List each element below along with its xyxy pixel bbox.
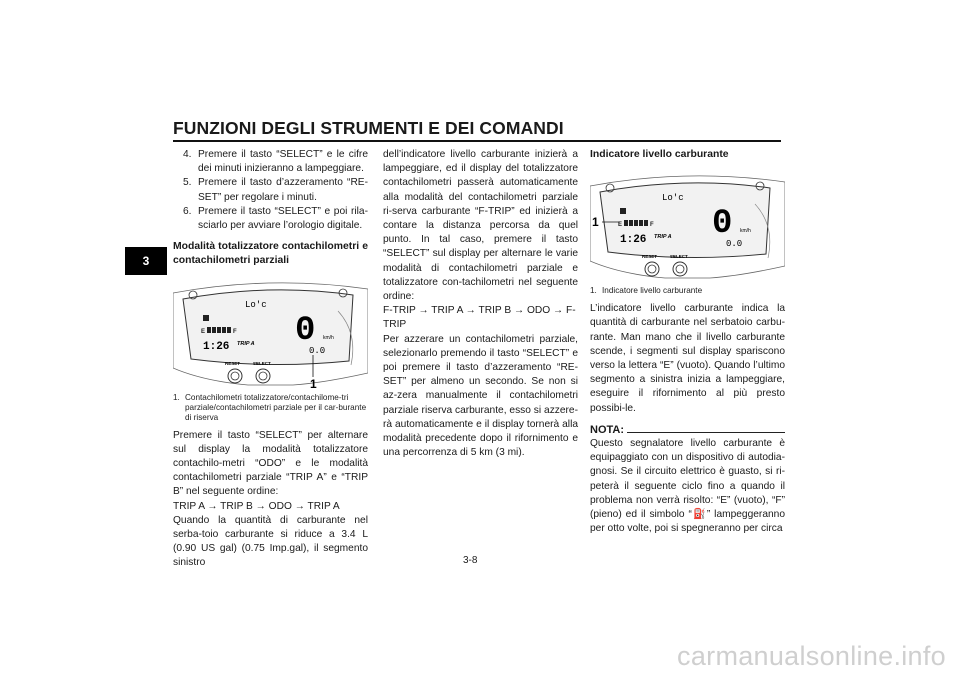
svg-text:km/h: km/h: [740, 228, 751, 235]
column-right: [590, 148, 785, 536]
svg-text:Lo'c: Lo'c: [662, 193, 684, 204]
note-text: Questo segnalatore livello carburante è equipaggiato con un dispositivo di autodia-gnosi. Se il circuito elettrico è guasto, si ri-peterà il seguente ciclo fino a quando il problema non verrà risolto: “E” (vuoto), “F” (pieno) ed il simbolo “⛽” lampeggeranno per otto volte, poi si spegneranno per circa: [590, 438, 785, 535]
column-left: [173, 148, 368, 571]
figure-caption: 1. Contachilometri totalizzatore/contachilome-tri parziale/contachilometri parziale per il car-burante di riserva: [173, 392, 367, 422]
svg-text:0.0: 0.0: [309, 345, 326, 356]
section-heading: Modalità totalizzatore contachilometri e contachilometri parziali: [173, 241, 368, 267]
figure-caption: 1. Indicatore livello carburante: [590, 286, 703, 296]
svg-text:E: E: [618, 222, 623, 229]
svg-text:km/h: km/h: [323, 334, 334, 341]
note-rule: [627, 432, 785, 433]
order-sequence: F-TRIP → TRIP A → TRIP B → ODO → F-TRIP: [383, 305, 576, 331]
figure-callout: 1: [310, 376, 317, 391]
svg-text:1:26: 1:26: [620, 234, 647, 247]
svg-text:Lo'c: Lo'c: [245, 299, 267, 310]
svg-text:TRIP A: TRIP A: [654, 234, 672, 241]
svg-text:SELECT: SELECT: [253, 360, 271, 366]
title-rule: [173, 140, 781, 142]
order-sequence: TRIP A → TRIP B → ODO → TRIP A: [173, 500, 340, 512]
svg-text:0: 0: [712, 205, 733, 244]
svg-text:E: E: [201, 328, 206, 335]
svg-text:F: F: [650, 222, 654, 229]
page-title: FUNZIONI DEGLI STRUMENTI E DEI COMANDI: [173, 118, 564, 138]
step-item: 6. Premere il tasto “SELECT” e poi rila-sciarlo per avviare l’orologio digitale.: [183, 205, 368, 232]
body-text: dell’indicatore livello carburante inizierà a lampeggiare, ed il display del totalizzatore contachilometri passerà automaticamente alla modalità del contachilometri parziale ri-serva carburante “F-TRIP” ed inizierà a contare la distanza percorsa da quel punto. In tal caso, premere il tasto “SELECT” sul display per alternare le varie modalità di contachilometri parziale e totalizzatore con-tachilometri nel seguente ordine:: [383, 149, 578, 303]
body-text: Quando la quantità di carburante nel serba-toio carburante si riduce a 3.4 L (0.90 US gal) (0.75 Imp.gal), il segmento sinistro: [173, 514, 368, 569]
svg-text:RESET: RESET: [225, 360, 241, 366]
svg-text:0.0: 0.0: [726, 239, 743, 250]
column-middle: [383, 148, 578, 460]
dashboard-illustration: [173, 273, 368, 391]
section-heading: Indicatore livello carburante: [590, 149, 729, 160]
svg-text:1:26: 1:26: [203, 340, 230, 353]
svg-text:TRIP A: TRIP A: [237, 340, 255, 347]
svg-text:F: F: [233, 328, 237, 335]
svg-text:SELECT: SELECT: [670, 254, 688, 260]
step-item: 4. Premere il tasto “SELECT” e le cifre dei minuti inizieranno a lampeggiare.: [183, 149, 368, 175]
body-text: Premere il tasto “SELECT” per alternare sul display la modalità totalizzatore contachilo-metri “ODO” e le modalità contachilometri parziale “TRIP A” e “TRIP B” nel seguente ordine:: [173, 429, 368, 498]
fuel-gauge-illustration: [590, 166, 785, 284]
watermark: carmanualsonline.info: [677, 641, 946, 671]
svg-text:RESET: RESET: [642, 254, 658, 260]
step-item: 5. Premere il tasto d’azzeramento “RE-SET” per regolare i minuti.: [183, 177, 368, 203]
svg-text:0: 0: [295, 311, 316, 350]
body-text: Per azzerare un contachilometri parziale, selezionarlo premendo il tasto “SELECT” e poi premere il tasto d’azzeramento “RE-SET” per almeno un secondo. Se non si az-zera manualmente il contachilometri parziale riserva carburante, esso si azzere-rà automaticamente e il display tornerà alla modalità precedente dopo il rifornimento e una percorrenza di 5 km (3 mi).: [383, 333, 578, 459]
note-heading: NOTA:: [590, 423, 785, 437]
figure-callout: 1: [592, 215, 599, 230]
section-tab: 3: [125, 247, 167, 275]
body-text: L’indicatore livello carburante indica la quantità di carburante nel serbatoio carbu-rante. Man mano che il livello carburante scende, i segmenti sul display spariscono verso la lettera “E” (vuoto). Quando l’ultimo segmento a sinistra inizia a lampeggiare, eseguire il rifornimento al più presto possibi-le.: [590, 303, 785, 414]
page-number: 3-8: [463, 555, 478, 566]
